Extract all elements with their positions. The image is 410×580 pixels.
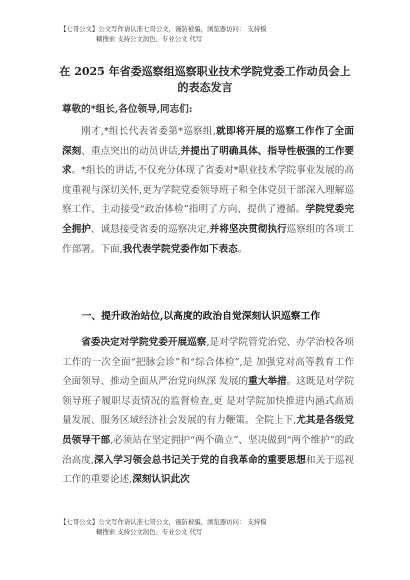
salutation: 尊敬的*组长,各位领导,同志们: [62,104,193,115]
paragraph-section-1 [62,333,354,490]
text-run: 。*组长的讲话,不仅充分体现了省委对*职业技术学院事业发展的高度重视与深切关怀,更为学院党委领导班子和全体党员干部深入理解巡察工作、主动接受“政治体检”指明了方向、提供了遵循。 [62,165,354,216]
header-banner-line2: 糊搜索 支持公文润色、专业公文 代写 [96,35,203,43]
bold-run: 深刻认识此次 [132,474,190,486]
bold-run: 就即将开展的巡察工作作了全面深刻 [62,126,354,157]
text-run: 和关于巡视工作的重要论述, [62,454,355,486]
text-run: 、诚恳接受省委的巡察决定, [90,223,210,235]
section-heading-1: 一、提升政治站位,以高度的政治自觉深刻认识巡察工作 [81,311,321,322]
bold-run: 学院党委完全拥护 [62,204,354,235]
text-run: 、重点突出的动员讲话, [81,145,181,157]
bold-run: 并提出了明确具体、指导性极强的工作要求 [62,145,355,177]
bold-run: 重大举措 [248,376,287,388]
bold-run: 尤其是各级党员领导干部 [62,415,354,446]
footer-banner [60,517,360,537]
bold-run: 并将坚决贯彻执行 [209,223,287,235]
bold-run: 我代表学院党委作如下表态 [122,243,238,255]
bold-run: 深入学习领会总书记关于党的自我革命的重要思想 [93,454,306,466]
text-run: 刚才,*组长代表省委第*巡察组, [81,126,216,137]
footer-banner-line2: 糊搜索 支持公文润色、专业公文 代写 [96,528,203,536]
text-run: ,必须站在坚定拥护“两个确立”、坚决做到“两个维护”的政治高度, [62,434,355,466]
footer-banner-line1: 【七哥公文】公文写作请认准七哥公文，谨防被骗，浏览器访问： 支持模 [60,518,267,526]
text-run: 。 [237,243,248,255]
bold-run: 省委决定对学院党委开展巡察 [81,337,207,348]
header-banner [60,24,360,44]
paragraph-intro [62,122,354,259]
text-run: 。这既是对学院领导班子履职尽责情况的监督检查,更 是对学院加快推进内涵式高质量发展、服务区域经济社会发展的有力鞭策。全院上下, [62,376,355,427]
text-run: 巡察组的各项工作部署。下面, [62,223,355,255]
header-banner-line1: 【七哥公文】公文写作请认准七哥公文，谨防被骗，浏览器访问： 支持模 [60,25,267,33]
document-title: 在 2025 年省委巡察组巡察职业技术学院党委工作动员会上 的表态发言 [59,65,351,94]
text-run: ,是对学院管党治党、办学治校各项工作的一次全面“把脉会诊”和“综合体检”,是 加强党对高等教育工作全面领导、推动全面从严治党向纵深 发展的 [62,337,354,388]
